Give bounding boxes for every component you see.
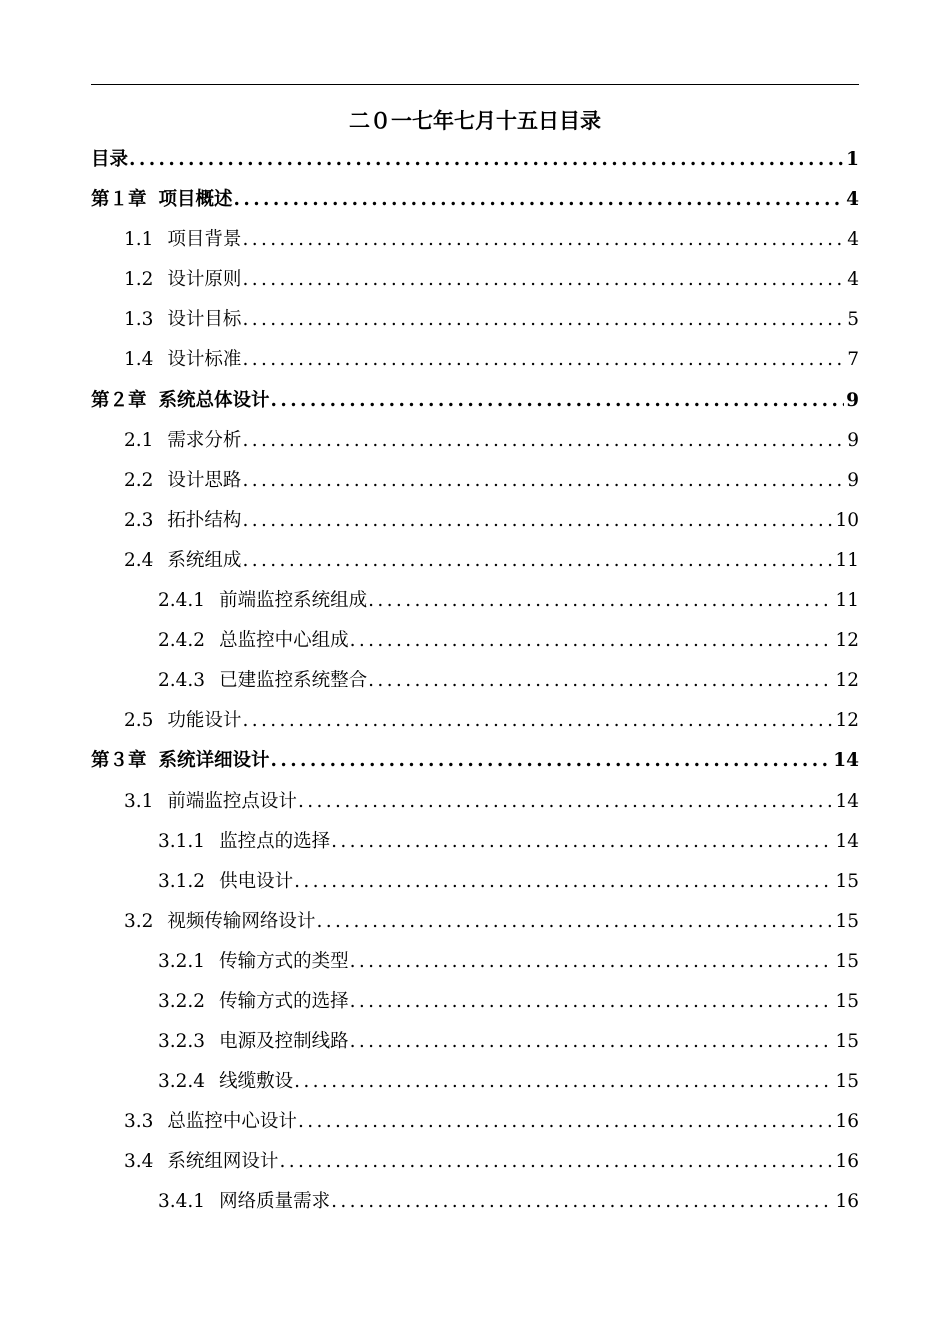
toc-entry[interactable] — [91, 661, 859, 701]
toc-entry-number: 3.4.1 — [158, 1191, 206, 1213]
toc-dot-leader — [242, 260, 845, 300]
toc-entry-title: 设计目标 — [167, 309, 242, 331]
toc-entry-page: 4 — [847, 229, 859, 251]
toc-entry[interactable] — [91, 902, 859, 942]
toc-entry-title: 功能设计 — [167, 710, 242, 732]
toc-entry-number: 3.2 — [124, 910, 154, 932]
toc-entry-page: 16 — [835, 1151, 859, 1173]
toc-entry[interactable] — [91, 541, 859, 581]
toc-dot-leader — [242, 541, 833, 581]
toc-entry-page: 10 — [835, 509, 859, 531]
toc-entry-page: 9 — [847, 469, 859, 491]
toc-entry-number: 1.3 — [124, 309, 154, 331]
toc-entry-number: 1.2 — [124, 269, 154, 291]
toc-entry[interactable] — [91, 1062, 859, 1102]
toc-dot-leader — [331, 822, 833, 862]
toc-entry-number: 3.1.2 — [158, 870, 206, 892]
toc-entry-title: 传输方式的选择 — [219, 990, 349, 1012]
toc-entry-page: 1 — [846, 149, 859, 170]
toc-entry[interactable] — [91, 461, 859, 501]
toc-entry-title: 设计标准 — [167, 349, 242, 371]
toc-dot-leader — [316, 902, 833, 942]
toc-dot-leader — [298, 782, 834, 822]
toc-entry-page: 12 — [835, 710, 859, 732]
toc-entry-title: 供电设计 — [219, 870, 294, 892]
toc-entry-number: 3.1 — [124, 790, 154, 812]
toc-entry[interactable] — [91, 822, 859, 862]
toc-entry-number: 3.3 — [124, 1111, 154, 1133]
toc-dot-leader — [271, 381, 845, 421]
toc-dot-leader — [350, 942, 834, 982]
toc-dot-leader — [279, 1142, 833, 1182]
toc-dot-leader — [350, 621, 834, 661]
toc-entry-number: 3.1.1 — [158, 830, 206, 852]
toc-entry-title: 系统组网设计 — [167, 1151, 279, 1173]
toc-entry[interactable] — [91, 1022, 859, 1062]
toc-entry[interactable] — [91, 1142, 859, 1182]
toc-dot-leader — [242, 701, 833, 741]
toc-entry[interactable] — [91, 982, 859, 1022]
toc-entry-page: 9 — [846, 389, 859, 411]
toc-entry-page: 14 — [833, 750, 859, 772]
toc-entry-title: 前端监控系统组成 — [219, 590, 368, 612]
toc-entry-title: 总监控中心组成 — [219, 630, 349, 652]
toc-entry-number: 1.1 — [124, 229, 154, 251]
toc-entry-page: 15 — [835, 1071, 859, 1093]
toc-entry-page: 15 — [835, 950, 859, 972]
toc-entry-page: 9 — [847, 429, 859, 451]
toc-entry-page: 16 — [835, 1191, 859, 1213]
toc-entry-number: 3.2.1 — [158, 950, 206, 972]
toc-dot-leader — [129, 140, 844, 180]
toc-entry[interactable] — [91, 220, 859, 260]
toc-entry-title: 目录 — [91, 149, 129, 170]
toc-entry-number: 2.5 — [124, 710, 154, 732]
toc-entry-title: 设计原则 — [167, 269, 242, 291]
toc-entry-page: 14 — [835, 830, 859, 852]
toc-entry[interactable] — [91, 862, 859, 902]
toc-entry-number: 2.4 — [124, 549, 154, 571]
toc-entry[interactable] — [91, 942, 859, 982]
toc-entry-page: 14 — [835, 790, 859, 812]
toc-entry[interactable] — [91, 701, 859, 741]
toc-entry-page: 15 — [835, 870, 859, 892]
toc-dot-leader — [368, 661, 833, 701]
toc-entry-title: 系统详细设计 — [158, 750, 270, 772]
toc-entry[interactable] — [91, 1102, 859, 1142]
toc-entry[interactable] — [91, 260, 859, 300]
toc-entry-number: 2.3 — [124, 509, 154, 531]
toc-dot-leader — [242, 220, 845, 260]
toc-entry-number: 第２章 — [91, 389, 147, 411]
toc-entry-number: 2.4.2 — [158, 630, 206, 652]
toc-entry[interactable] — [91, 421, 859, 461]
toc-entry-page: 11 — [835, 590, 859, 612]
toc-entry-title: 需求分析 — [167, 429, 242, 451]
toc-entry-number: 3.2.4 — [158, 1071, 206, 1093]
toc-entry-number: 第１章 — [91, 189, 147, 211]
toc-dot-leader — [350, 982, 834, 1022]
toc-dot-leader — [271, 741, 832, 781]
document-title: 二０一七年七月十五日目录 — [349, 108, 601, 133]
toc-entry-number: 3.4 — [124, 1151, 154, 1173]
toc-entry-page: 12 — [835, 670, 859, 692]
toc-entry-title: 已建监控系统整合 — [219, 670, 368, 692]
toc-entry-title: 线缆敷设 — [219, 1071, 294, 1093]
toc-entry-number: 3.2.3 — [158, 1031, 206, 1053]
toc-entry-title: 前端监控点设计 — [167, 790, 297, 812]
toc-entry-title: 监控点的选择 — [219, 830, 331, 852]
toc-entry-page: 4 — [847, 269, 859, 291]
toc-dot-leader — [242, 501, 833, 541]
toc-dot-leader — [242, 300, 845, 340]
toc-entry[interactable] — [91, 180, 859, 220]
toc-entry-title: 总监控中心设计 — [167, 1111, 297, 1133]
toc-entry[interactable] — [91, 621, 859, 661]
toc-entry[interactable] — [91, 1182, 859, 1222]
toc-entry-title: 系统总体设计 — [158, 389, 270, 411]
toc-dot-leader — [368, 581, 833, 621]
table-of-contents — [91, 140, 859, 1223]
toc-dot-leader — [331, 1182, 833, 1222]
toc-entry[interactable] — [91, 741, 859, 781]
toc-entry[interactable] — [91, 782, 859, 822]
toc-entry-title: 视频传输网络设计 — [167, 910, 316, 932]
toc-entry-number: 2.4.1 — [158, 590, 206, 612]
toc-entry-page: 15 — [835, 910, 859, 932]
toc-entry-page: 11 — [835, 549, 859, 571]
toc-entry[interactable] — [91, 381, 859, 421]
toc-entry-title: 网络质量需求 — [219, 1191, 331, 1213]
toc-dot-leader — [294, 1062, 833, 1102]
toc-entry-number: 2.2 — [124, 469, 154, 491]
toc-entry-title: 拓扑结构 — [167, 509, 242, 531]
toc-entry-title: 项目概述 — [158, 189, 233, 211]
toc-entry-title: 设计思路 — [167, 469, 242, 491]
header-rule — [91, 84, 859, 85]
toc-entry[interactable] — [91, 340, 859, 380]
toc-dot-leader — [294, 862, 833, 902]
toc-dot-leader — [234, 180, 845, 220]
toc-dot-leader — [242, 461, 845, 501]
toc-entry-number: 2.1 — [124, 429, 154, 451]
toc-dot-leader — [242, 421, 845, 461]
toc-entry-page: 12 — [835, 630, 859, 652]
toc-entry-page: 5 — [847, 309, 859, 331]
toc-dot-leader — [298, 1102, 834, 1142]
toc-dot-leader — [242, 340, 845, 380]
toc-entry-page: 15 — [835, 1031, 859, 1053]
toc-entry-number: 3.2.2 — [158, 990, 206, 1012]
toc-entry-title: 传输方式的类型 — [219, 950, 349, 972]
toc-entry-number: 1.4 — [124, 349, 154, 371]
toc-entry-page: 15 — [835, 990, 859, 1012]
toc-entry-title: 电源及控制线路 — [219, 1031, 349, 1053]
toc-entry[interactable] — [91, 300, 859, 340]
toc-entry-title: 系统组成 — [167, 549, 242, 571]
toc-entry[interactable] — [91, 140, 859, 180]
toc-entry-title: 项目背景 — [167, 229, 242, 251]
toc-entry-number: 第３章 — [91, 750, 147, 772]
toc-dot-leader — [350, 1022, 834, 1062]
toc-entry[interactable] — [91, 501, 859, 541]
toc-entry[interactable] — [91, 581, 859, 621]
toc-entry-page: 4 — [846, 189, 859, 211]
toc-entry-page: 7 — [847, 349, 859, 371]
toc-entry-number: 2.4.3 — [158, 670, 206, 692]
toc-entry-page: 16 — [835, 1111, 859, 1133]
